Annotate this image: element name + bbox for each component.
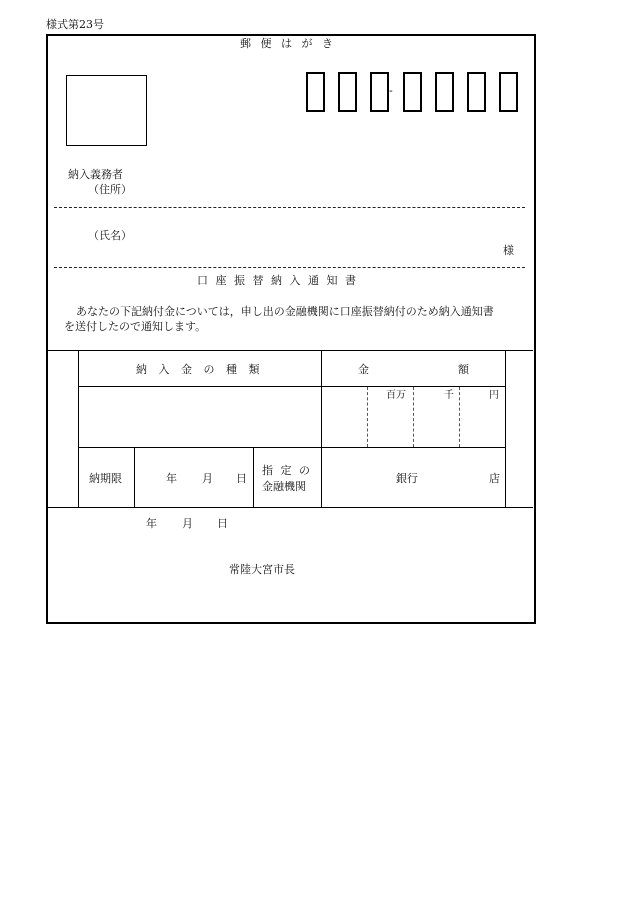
table-row-border	[78, 447, 506, 448]
zip-box-6[interactable]	[467, 72, 486, 112]
address-divider	[54, 207, 525, 208]
deadline-day: 日	[236, 472, 247, 485]
zip-box-1[interactable]	[306, 72, 325, 112]
form-number: 様式第23号	[46, 18, 104, 31]
deadline-divider	[134, 447, 135, 507]
zip-box-2[interactable]	[338, 72, 357, 112]
name-divider	[54, 267, 525, 268]
zip-box-5[interactable]	[435, 72, 454, 112]
unit-million: 百万	[386, 390, 406, 401]
designated-label-1: 指 定 の	[262, 464, 312, 477]
unit-thousand: 千	[444, 390, 454, 401]
issue-year: 年	[146, 517, 157, 530]
table-bottom-border	[47, 507, 533, 508]
type-header: 納 入 金 の 種 類	[136, 363, 264, 376]
issue-month: 月	[182, 517, 193, 530]
type-input-cell[interactable]	[79, 387, 320, 446]
amount-input-cell[interactable]	[322, 403, 505, 446]
notice-title: 口 座 振 替 納 入 通 知 書	[197, 274, 358, 287]
bank-label: 銀行	[396, 472, 418, 485]
notice-body-line1: あなたの下記納付金については，申し出の金融機関に口座振替納付のため納入通知書	[76, 305, 494, 318]
payer-label: 納入義務者	[68, 168, 123, 181]
notice-body-line2: を送付したので通知します。	[64, 320, 207, 333]
branch-label: 店	[489, 472, 500, 485]
postcard-label: 郵 便 は が き	[240, 37, 336, 50]
deadline-month: 月	[202, 472, 213, 485]
amount-header-2: 額	[458, 363, 469, 376]
issue-day: 日	[217, 517, 228, 530]
stamp-box	[66, 75, 147, 146]
issuer-name: 常陸大宮市長	[229, 563, 295, 576]
zip-box-3[interactable]	[370, 72, 389, 112]
amount-header-1: 金	[358, 363, 369, 376]
designated-label-2: 金融機関	[262, 480, 306, 493]
unit-yen: 円	[489, 390, 499, 401]
honorific: 様	[503, 244, 514, 257]
zip-box-4[interactable]	[403, 72, 422, 112]
date-divider	[253, 447, 254, 507]
deadline-label: 納期限	[89, 472, 122, 485]
table-top-border	[47, 350, 533, 351]
name-label: （氏名）	[88, 229, 132, 242]
address-label: （住所）	[88, 183, 132, 196]
zip-box-7[interactable]	[499, 72, 518, 112]
deadline-year: 年	[166, 472, 177, 485]
zip-hyphen: -	[389, 84, 393, 97]
table-right-border	[505, 350, 506, 507]
